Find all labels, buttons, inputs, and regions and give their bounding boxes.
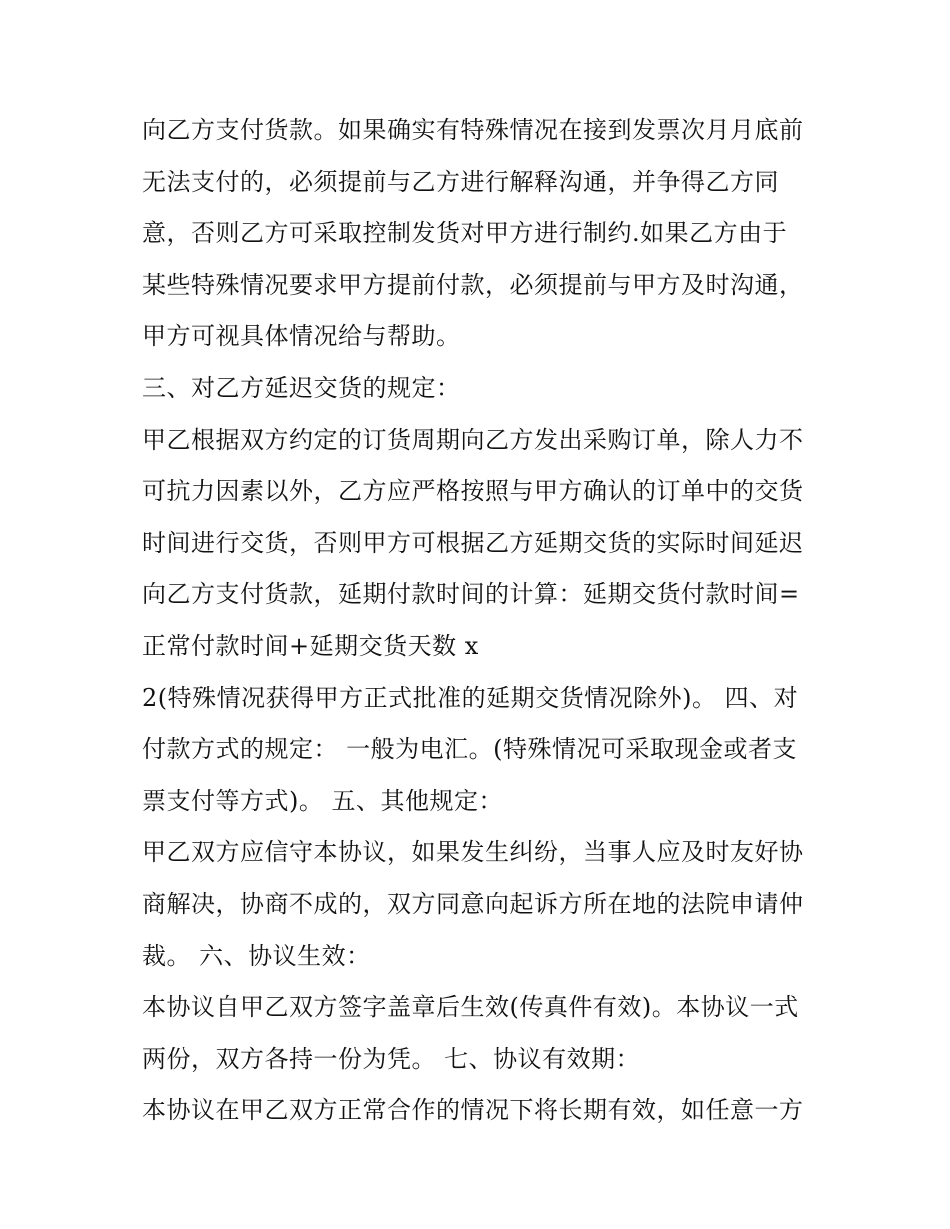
text-line: 本协议在甲乙双方正常合作的情况下将长期有效，如任意一方	[142, 1096, 804, 1125]
text-line: 可抗力因素以外，乙方应严格按照与甲方确认的订单中的交货	[142, 477, 804, 506]
text-line: 甲乙双方应信守本协议，如果发生纠纷，当事人应及时友好协	[142, 838, 804, 867]
text-line: 甲乙根据双方约定的订货周期向乙方发出采购订单，除人力不	[142, 425, 804, 454]
text-line: 甲方可视具体情况给与帮助。	[142, 322, 461, 351]
text-line: 付款方式的规定： 一般为电汇。(特殊情况可采取现金或者支	[142, 735, 797, 764]
text-line: 意，否则乙方可采取控制发货对甲方进行制约.如果乙方由于	[142, 219, 788, 248]
text-line: 2(特殊情况获得甲方正式批准的延期交货情况除外)。 四、对	[142, 683, 799, 712]
text-line: 向乙方支付货款，延期付款时间的计算：延期交货付款时间=	[142, 580, 800, 609]
document-body	[142, 105, 842, 1137]
text-line: 两份，双方各持一份为凭。 七、协议有效期：	[142, 1044, 641, 1073]
text-line: 向乙方支付货款。如果确实有特殊情况在接到发票次月月底前	[142, 116, 804, 144]
text-line: 票支付等方式)。 五、其他规定：	[142, 786, 503, 815]
text-line: 本协议自甲乙双方签字盖章后生效(传真件有效)。本协议一式	[142, 993, 799, 1022]
text-line: 裁。 六、协议生效：	[142, 941, 371, 970]
text-line: 商解决，协商不成的，双方同意向起诉方所在地的法院申请仲	[142, 889, 804, 918]
text-line: 时间进行交货，否则甲方可根据乙方延期交货的实际时间延迟	[142, 528, 804, 557]
section-heading: 三、对乙方延迟交货的规定：	[142, 373, 461, 402]
text-line: 无法支付的，必须提前与乙方进行解释沟通，并争得乙方同	[142, 167, 779, 196]
text-line: 某些特殊情况要求甲方提前付款，必须提前与甲方及时沟通，	[142, 270, 804, 299]
text-line: 正常付款时间+延期交货天数 x	[142, 631, 479, 660]
